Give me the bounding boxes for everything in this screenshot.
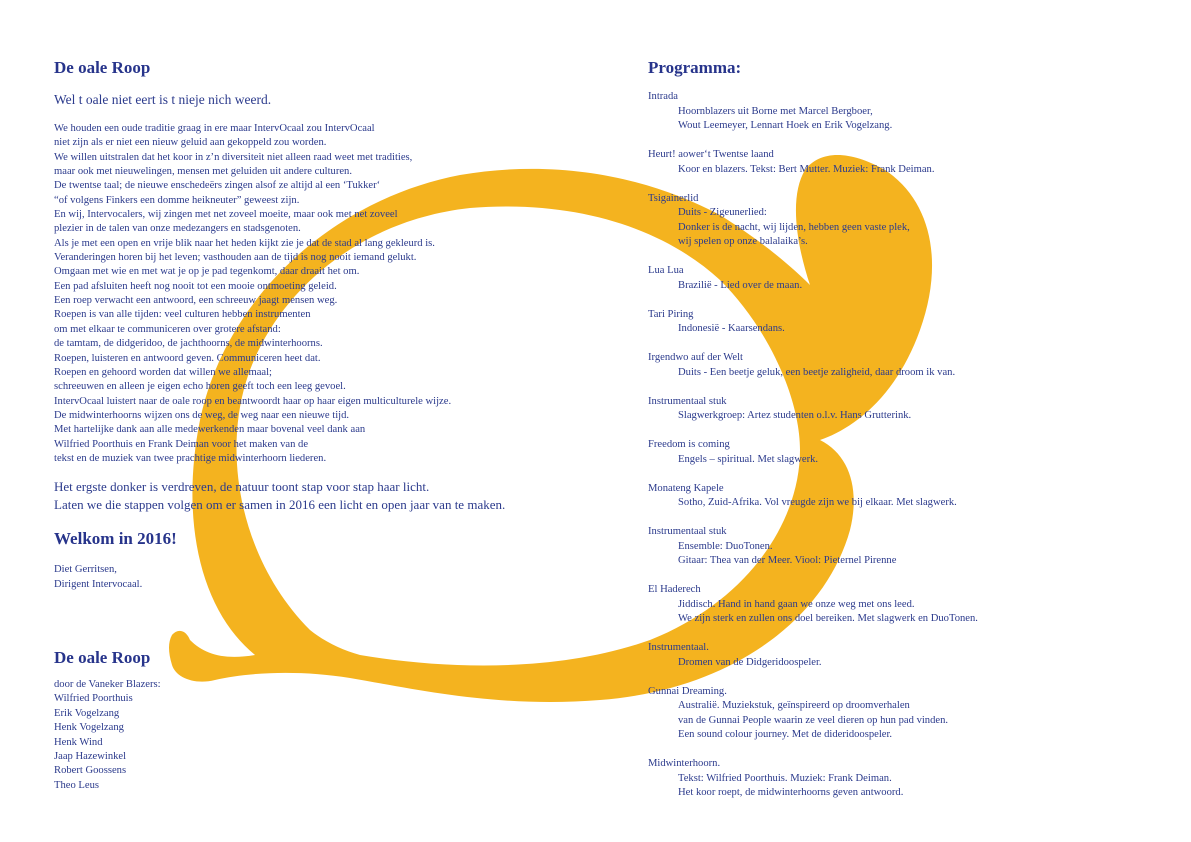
programme-item <box>648 395 1148 424</box>
programme-item-detail: Australië. Muziekstuk, geïnspireerd op droomverhalen <box>678 700 910 711</box>
blazer-name: Henk Vogelzang <box>54 722 124 734</box>
body-line: Een roep verwacht een antwoord, een schreeuw jaagt mensen weg. <box>54 295 338 307</box>
programme-item-detail: Indonesië - Kaarsendans. <box>678 323 785 334</box>
body-line: niet zijn als er niet een nieuw geluid aan gekoppeld zou worden. <box>54 137 327 149</box>
programme-item-detail: Een sound colour journey. Met de dideridoospeler. <box>678 729 893 740</box>
programme-item <box>648 757 1148 801</box>
body-line: Een pad afsluiten heeft nog nooit tot een mooie ontmoeting geleid. <box>54 280 337 292</box>
signature-name: Diet Gerritsen, <box>54 564 117 576</box>
programme-item-title: Tari Piring <box>648 308 694 320</box>
programme-item <box>648 148 1148 177</box>
programme-item-detail: Slagwerkgroep: Artez studenten o.l.v. Hans Grutterink. <box>678 410 912 421</box>
programme-item-title: Gunnai Dreaming. <box>648 685 727 697</box>
body-line: Met hartelijke dank aan alle medewerkenden maar bovenal veel dank aan <box>54 424 366 436</box>
body-line: De twentse taal; de nieuwe enschedeërs zingen alsof ze altijd al een ‘Tukker‘ <box>54 180 381 192</box>
programme-item <box>648 90 1148 134</box>
welcome-heading: Welkom in 2016! <box>54 529 177 549</box>
programme-item-title: Lua Lua <box>648 265 684 276</box>
programme-item <box>648 685 1148 743</box>
blazer-name: Henk Wind <box>54 736 103 748</box>
programme-item-title: Heurt! aower‘t Twentse laand <box>648 149 774 160</box>
programme-item-detail: Gitaar: Thea van der Meer. Viool: Pieternel Pirenne <box>678 555 897 566</box>
programme-item-detail: We zijn sterk en zullen ons doel bereiken. Met slagwerk en DuoTonen. <box>678 613 978 624</box>
programme-title: Programma: <box>648 58 742 77</box>
blazers-list <box>54 678 161 793</box>
body-line: We houden een oude traditie graag in ere maar IntervOcaal zou IntervOcaal <box>54 123 375 134</box>
programme-item-title: Monateng Kapele <box>648 482 724 494</box>
programme-item-title: Instrumentaal. <box>648 642 709 653</box>
body-line: “of volgens Finkers een domme heikneuter” geweest zijn. <box>54 194 300 206</box>
programme-item-title: Irgendwo auf der Welt <box>648 352 743 363</box>
body-line: Veranderingen horen bij het leven; vasthouden aan de tijd is nog nooit iemand gelukt. <box>54 252 417 264</box>
programme-item-title: Instrumentaal stuk <box>648 395 727 407</box>
programme-item-detail: Ensemble: DuoTonen. <box>678 540 773 552</box>
body-line: de tamtam, de didgeridoo, de jachthoorns, de midwinterhoorns. <box>54 338 323 350</box>
programme-item <box>648 308 1148 337</box>
body-line: Roepen is van alle tijden: veel culturen hebben instrumenten <box>54 309 311 321</box>
programme-item-detail: Brazilië - Lied over de maan. <box>678 279 803 291</box>
body-line: Roepen, luisteren en antwoord geven. Communiceren heet dat. <box>54 352 321 364</box>
closing-text <box>54 478 574 514</box>
programme-item-detail: Duits - Een beetje geluk, een beetje zaligheid, daar droom ik van. <box>678 366 956 378</box>
programme-item-detail: Jiddisch. Hand in hand gaan we onze weg met ons leed. <box>678 598 915 610</box>
body-line: De midwinterhoorns wijzen ons de weg, de weg naar een nieuwe tijd. <box>54 409 350 421</box>
programme-item <box>648 264 1148 293</box>
closing-line: Het ergste donker is verdreven, de natuur toont stap voor stap haar licht. <box>54 479 430 495</box>
programme-item-title: El Haderech <box>648 584 701 595</box>
programme-item <box>648 641 1148 670</box>
programme-item <box>648 192 1148 250</box>
signature-role: Dirigent Intervocaal. <box>54 578 143 590</box>
body-line: schreeuwen en alleen je eigen echo horen geeft toch een leeg gevoel. <box>54 381 346 393</box>
body-line: Omgaan met wie en met wat je op je pad tegenkomt, daar draait het om. <box>54 266 360 278</box>
programme-item-detail: Sotho, Zuid-Afrika. Vol vreugde zijn we bij elkaar. Met slagwerk. <box>678 497 957 508</box>
programme-item-detail: van de Gunnai People waarin ze veel dieren op hun pad vinden. <box>678 714 949 726</box>
programme-item-detail: Engels – spiritual. Met slagwerk. <box>678 453 819 465</box>
programme-item-detail: Donker is de nacht, wij lijden, hebben geen vaste plek, <box>678 221 910 233</box>
programme-item <box>648 482 1148 511</box>
programme-item-title: Tsigainerlid <box>648 192 699 204</box>
programme-item-detail: Wout Leemeyer, Lennart Hoek en Erik Vogelzang. <box>678 120 893 131</box>
programme-item <box>648 351 1148 380</box>
body-line: Roepen en gehoord worden dat willen we allemaal; <box>54 366 272 378</box>
blazers-section <box>54 648 161 793</box>
programme-item <box>648 438 1148 467</box>
intro-column <box>54 58 574 592</box>
body-line: Wilfried Poorthuis en Frank Deiman voor het maken van de <box>54 438 309 450</box>
programme-item-title: Freedom is coming <box>648 439 730 450</box>
programme-item-title: Intrada <box>648 91 678 102</box>
programme-item-detail: Koor en blazers. Tekst: Bert Mutter. Muziek: Frank Deiman. <box>678 163 935 175</box>
blazer-name: Theo Leus <box>54 779 100 791</box>
programme-column <box>648 58 1148 815</box>
body-line: Als je met een open en vrije blik naar het heden kijkt zie je dat de stad al lang gekleurd is. <box>54 237 435 249</box>
programme-list <box>648 90 1148 801</box>
body-line: En wij, Intervocalers, wij zingen met net zoveel moeite, maar ook met net zoveel <box>54 209 398 221</box>
blazers-title: De oale Roop <box>54 648 151 667</box>
closing-line: Laten we die stappen volgen om er samen in 2016 een licht en open jaar van te maken. <box>54 497 506 513</box>
intro-subtitle: Wel t oale niet eert is t nieje nich weerd. <box>54 92 272 107</box>
body-line: We willen uitstralen dat het koor in z’n diversiteit niet alleen raad weet met tradities, <box>54 151 413 163</box>
programme-item-title: Midwinterhoorn. <box>648 758 721 769</box>
blazer-name: Wilfried Poorthuis <box>54 693 133 705</box>
programme-item-detail: Het koor roept, de midwinterhoorns geven antwoord. <box>678 787 904 798</box>
programme-item-detail: Hoornblazers uit Borne met Marcel Bergboer, <box>678 105 873 117</box>
programme-item-title: Instrumentaal stuk <box>648 526 727 537</box>
body-line: maar ook met nieuwelingen, mensen met geluiden uit andere culturen. <box>54 166 352 178</box>
programme-item <box>648 583 1148 627</box>
programme-item-detail: Tekst: Wilfried Poorthuis. Muziek: Frank Deiman. <box>678 772 892 784</box>
blazer-name: Jaap Hazewinkel <box>54 751 127 763</box>
body-line: plezier in de talen van onze medezangers en stadsgenoten. <box>54 223 301 235</box>
programme-item-detail: Duits - Zigeunerlied: <box>678 207 767 218</box>
body-line: tekst en de muziek van twee prachtige midwinterhoorn liederen. <box>54 452 327 464</box>
programme-item-detail: Dromen van de Didgeridoospeler. <box>678 656 822 668</box>
signature <box>54 563 574 592</box>
body-line: om met elkaar te communiceren over grotere afstand: <box>54 323 281 335</box>
programme-item <box>648 525 1148 569</box>
blazer-name: Robert Goossens <box>54 765 127 777</box>
body-line: IntervOcaal luistert naar de oale roop en beantwoordt haar op haar eigen multiculturele wijze. <box>54 395 452 407</box>
intro-body <box>54 122 574 466</box>
intro-title: De oale Roop <box>54 58 151 77</box>
programme-item-detail: wij spelen op onze balalaika’s. <box>678 236 808 247</box>
blazer-name: Erik Vogelzang <box>54 707 120 719</box>
blazers-intro: door de Vaneker Blazers: <box>54 679 161 690</box>
